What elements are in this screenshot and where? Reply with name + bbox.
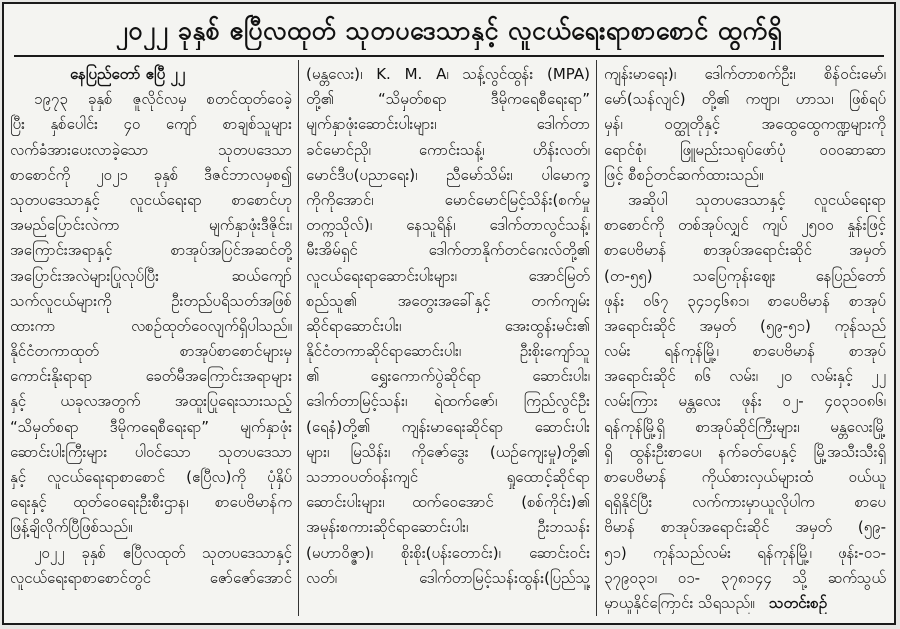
article-line: ရန်ကုန်မြို့ရှိ စာအုပ်ဆိုင်ကြီးများ၊ မန္တလေးမြို့: [604, 417, 886, 436]
article-line: ဆောင်းပါးများ၊ ထက်ဝေအောင် (စစ်ကိုင်း)၏: [306, 493, 590, 512]
article-line: အဆိုပါ သုတပဒေသာနှင့် လူငယ်ရေးရာ: [628, 190, 886, 209]
article-line: ဒေါက်တာမြင့်သန်း၊ ရဲထက်ဇော်၊ ကြည်လွင်ဦး: [306, 392, 590, 411]
article-line: အမုန်းစကားဆိုင်ရာဆောင်းပါး၊ ဦးဘသန်း: [306, 518, 590, 537]
column-divider: [298, 60, 299, 616]
article-line: နိုင်ငံတကာထုတ် စာအုပ်စာစောင်များမှ: [10, 342, 292, 361]
article-line: ၏ ရွှေးကောက်ပွဲဆိုင်ရာ ဆောင်းပါး၊: [306, 367, 590, 386]
article-line: များ၊ မြသိန်း၊ ကိုဇော်ဒွေး (ယဉ်ကျေးမှု)တို့၏: [306, 442, 590, 461]
article-line: စာပေဗိမာန် စာအုပ်အရောင်းဆိုင် အမှတ်: [604, 241, 886, 260]
article-line: ၅၁) ကုန်သည်လမ်း ရန်ကုန်မြို့၊ ဖုန်း-၀၁-: [604, 543, 886, 562]
article-line: ရေးနှင့် ထုတ်ဝေရေးဦးစီးဌာန၊ စာပေဗိမာန်က: [10, 493, 292, 512]
article-line: အပြောင်းအလဲများပြုလုပ်ပြီး ဆယ်ကျော်: [10, 266, 292, 285]
article-line: မော်(သန်လျင်) တို့၏ ကဗျာ၊ ဟာသ၊ ဖြစ်ရပ်: [604, 90, 886, 109]
article-headline: ၂၀၂၂ ခုနှစ် ဧပြီလထုတ် သုတပဒေသာနှင့် လူငယ်ရေးရာစာစောင် ထွက်ရှိ: [115, 16, 783, 45]
article-column-3: [604, 62, 886, 614]
article-line: [604, 591, 886, 614]
article-line: (မန္တလေး)၊ K. M. A၊ သန့်လွင်ထွန်း (MPA): [306, 65, 590, 83]
article-line: ဆောင်းပါးကြီးများ ပါဝင်သော သုတပဒေသာ: [10, 442, 292, 461]
headline-divider: [14, 55, 884, 57]
article-line: နှင့် လူငယ်ရေးရာစာစောင် (ဧပြီလ)ကို ပုံနှိပ်: [10, 468, 292, 486]
article-line: စည်သူ၏ အတွေးအခေါ်နှင့် တက်ကျမ်း: [306, 291, 590, 310]
article-line: ကောင်းနိုးရာရာ ခေတ်မီအကြောင်းအရာများ: [10, 367, 292, 386]
article-column-1: [10, 62, 292, 614]
article-line: (ရေနံ)တို့၏ ကျန်းမာရေးဆိုင်ရာ ဆောင်းပါး: [306, 417, 590, 436]
article-line: တက္ကသိုလ်)၊ နေသူရိန်၊ ဒေါက်တာလွင်သန့်၊: [306, 216, 590, 235]
article-line: (တ-၅၅) သပြေကုန်းဈေး နေပြည်တော်: [604, 266, 886, 285]
article-line: သဘာဝပတ်ဝန်းကျင် ရှုထောင့်ဆိုင်ရာ: [306, 468, 590, 486]
article-line: မီးအိမ်ရှင် ဒေါက်တာနိုက်တင်ဂေးလ်တို့၏: [306, 241, 590, 260]
article-line: ဖြန့်ချိလိုက်ပြီဖြစ်သည်။: [10, 518, 133, 537]
article-line: ၃၇၉၀၃၁၊ ၀၁- ၃၇၈၁၄၄ သို့ ဆက်သွယ်: [604, 568, 886, 587]
article-line: ကိုကိုအောင်၊ မောင်မောင်မြင့်သိန်း(စက်မှု: [306, 190, 590, 209]
article-line: မှန်၊ ဝတ္ထုတိုနှင့် အထွေထွေကဏ္ဍများကို: [604, 115, 886, 134]
article-line: လမ်း ရန်ကုန်မြို့၊ စာပေဗိမာန် စာအုပ်: [604, 342, 886, 361]
article-line: လူငယ်ရေးရာဆောင်းပါးများ၊ အောင်မြတ်: [306, 266, 590, 285]
article-line: ဗိမာန် စာအုပ်အရောင်းဆိုင် အမှတ် (၅၉-: [604, 518, 886, 537]
article-line: စာစောင်ကို တစ်အုပ်လျှင် ကျပ် ၂၅၀၀ နှုန်းဖြင့်: [604, 216, 886, 235]
article-line: လူငယ်ရေးရာစာစောင်တွင် ဇော်ဇော်အောင်: [10, 568, 292, 587]
article-line: “သိမှတ်စရာ ဒီမိုကရေစီရေးရာ” မျက်နှာဖုံး: [10, 417, 292, 436]
article-line: ပြီး နှစ်ပေါင်း ၄၀ ကျော် စာချစ်သူများ: [10, 115, 292, 134]
article-line: ကျန်းမာရေး)၊ ဒေါက်တာစက်ဦး၊ စိန်ဝင်းမော်၊: [604, 65, 886, 83]
article-line: လမ်းကြား မန္တလေး ဖုန်း ၀၂- ၄၀၃၁၀၈၆၊: [604, 392, 886, 411]
article-line: အမည်ပြောင်းလဲကာ မျက်နှာဖုံးဒီဇိုင်း၊: [10, 216, 292, 235]
article-line: (မဟာဝိဇ္ဇာ)၊ စိုးစိုး(ပန်းတောင်း)၊ ဆောင်းဝင်း: [306, 543, 590, 562]
article-line: လက်ခံအားပေးလာခဲ့သော သုတပဒေသာ: [10, 140, 292, 159]
article-line: အရောင်းဆိုင် ၈၆ လမ်း၊ ၂၀ လမ်းနှင့် ၂၂: [604, 367, 886, 386]
article-line: ရရှိနိုင်ပြီး လက်ကားမှာယူလိုပါက စာပေ: [604, 493, 886, 512]
article-last-line: မှာယူနိုင်ကြောင်း သိရသည်။: [604, 593, 755, 612]
article-line: မောင်ဒီပ(ပညာရေး)၊ ညီမော်သိမ်း၊ ပါမောက္ခ: [306, 165, 590, 184]
article-line: နှင့် ယခုလအတွက် အထူးပြုရေးသားသည့်: [10, 392, 292, 411]
article-line: စာပေဗိမာန် ကိုယ်စားလှယ်များထံ ဝယ်ယူ: [604, 468, 886, 486]
article-line: စာစောင်ကို ၂၀၂၁ ခုနှစ် ဒီဇင်ဘာလမှစ၍: [10, 165, 292, 184]
article-line: လတ်၊ ဒေါက်တာမြင့်သန်းထွန်း(ပြည်သူ့: [306, 568, 590, 587]
article-line: နိုင်ငံတကာဆိုင်ရာဆောင်းပါး၊ ဦးစိုးကျော်သူ: [306, 342, 590, 361]
column-divider: [596, 60, 597, 616]
article-line: ရောင်စုံ၊ ဖြူမည်းသရုပ်ဖော်ပုံ ဝဝဝဆာဆာ: [604, 140, 886, 159]
article-line: ဖုန်း ၀၆၇ ၃၄၁၄၆၈၁၊ စာပေဗိမာန် စာအုပ်: [604, 291, 886, 310]
article-line: အရောင်းဆိုင် အမှတ် (၅၉-၅၁) ကုန်သည်: [604, 316, 886, 335]
article-line: အကြောင်းအရာနှင့် စာအုပ်အပြင်အဆင်တို့: [10, 241, 292, 260]
article-line: သုတပဒေသာနှင့် လူငယ်ရေးရာ စာစောင်ဟု: [10, 190, 292, 209]
article-byline: သတင်းစဉ်: [769, 593, 828, 612]
article-line: ခင်မောင်ညို၊ ကောင်းသန့်၊ ဟိန်းလတ်၊: [306, 140, 590, 159]
article-line: တို့၏ “သိမှတ်စရာ ဒီမိုကရေစီရေးရာ”: [306, 90, 590, 109]
article-line: ဆိုင်ရာဆောင်းပါး၊ အေးထွန်းမင်း၏: [306, 316, 590, 335]
article-line: ၂၀၂၂ ခုနှစ် ဧပြီလထုတ် သုတပဒေသာနှင့်: [34, 543, 292, 562]
article-line: ဖြင့် စီစဉ်တင်ဆက်ထားသည်။: [604, 165, 764, 184]
article-line: ရှိ ထွန်းဦးစာပေ၊ နက်ခတ်ပေနှင့် မြို့အသီးသီးရှိ: [604, 442, 886, 461]
article-line: မျက်နှာဖုံးဆောင်းပါးများ၊ ဒေါက်တာ: [306, 115, 590, 134]
article-line: ၁၉၇၃ ခုနှစ် ဇူလိုင်လမှ စတင်ထုတ်ဝေခဲ့: [34, 90, 292, 109]
article-line: ထားကာ လစဉ်ထုတ်ဝေလျက်ရှိပါသည်။: [10, 316, 292, 335]
article-dateline: နေပြည်တော် ဧပြီ ၂၂: [70, 65, 186, 83]
article-column-2: [306, 62, 590, 614]
article-line: သက်လူငယ်များကို ဦးတည်ပရိသတ်အဖြစ်: [10, 291, 292, 310]
